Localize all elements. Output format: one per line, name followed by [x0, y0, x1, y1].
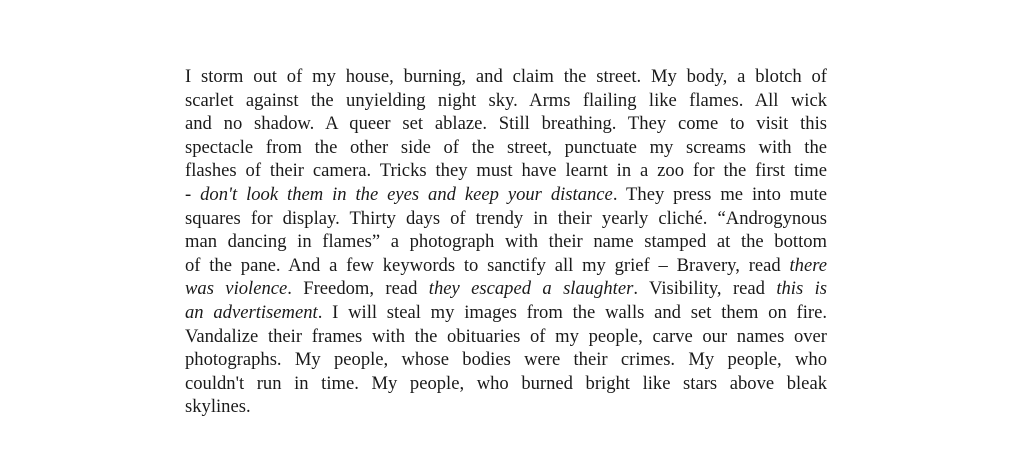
text-line [185, 136, 827, 160]
text-line [185, 207, 827, 231]
italic-phrase: an advertisement [185, 301, 318, 323]
text-line [185, 89, 827, 113]
text-line [185, 348, 827, 372]
text-segment: . Visibility, read [633, 278, 777, 300]
text-segment: photographs. My people, whose bodies were their crimes. My people, who [185, 349, 827, 371]
text-line [185, 395, 827, 419]
text-segment: scarlet against the unyielding night sky. Arms flailing like flames. All wick [185, 89, 827, 111]
italic-phrase: this is [776, 278, 827, 300]
italic-phrase: was violence [185, 278, 288, 300]
text-segment: couldn't run in time. My people, who burned bright like stars above bleak [185, 372, 827, 394]
text-line [185, 230, 827, 254]
text-line [185, 254, 827, 278]
italic-phrase: they escaped a slaughter [428, 278, 634, 300]
text-line [185, 277, 827, 301]
text-line [185, 372, 827, 396]
text-line [185, 112, 827, 136]
text-segment: . Freedom, read [287, 278, 429, 300]
text-segment: flashes of their camera. Tricks they must have learnt in a zoo for the first time [185, 160, 827, 182]
text-segment: squares for display. Thirty days of trendy in their yearly cliché. “Androgynous [185, 207, 827, 229]
text-segment: . I will steal my images from the walls and set them on fire. [317, 301, 827, 323]
italic-phrase: there [789, 254, 827, 276]
text-line [185, 65, 827, 89]
text-segment: spectacle from the other side of the street, punctuate my screams with the [185, 136, 827, 158]
text-line [185, 301, 827, 325]
text-segment: man dancing in flames” a photograph with their name stamped at the bottom [185, 231, 827, 253]
text-segment: of the pane. And a few keywords to sanctify all my grief – Bravery, read [185, 254, 790, 276]
poem-paragraph [185, 65, 827, 419]
text-segment: skylines. [185, 396, 251, 418]
text-line [185, 325, 827, 349]
text-segment: - [185, 183, 201, 205]
text-line [185, 159, 827, 183]
text-segment: I storm out of my house, burning, and claim the street. My body, a blotch of [185, 66, 827, 87]
text-line [185, 183, 827, 207]
text-segment: . They press me into mute [612, 183, 827, 205]
text-segment: Vandalize their frames with the obituaries of my people, carve our names over [185, 325, 827, 347]
text-segment: and no shadow. A queer set ablaze. Still breathing. They come to visit this [185, 113, 827, 135]
italic-phrase: don't look them in the eyes and keep your distance [200, 183, 613, 205]
